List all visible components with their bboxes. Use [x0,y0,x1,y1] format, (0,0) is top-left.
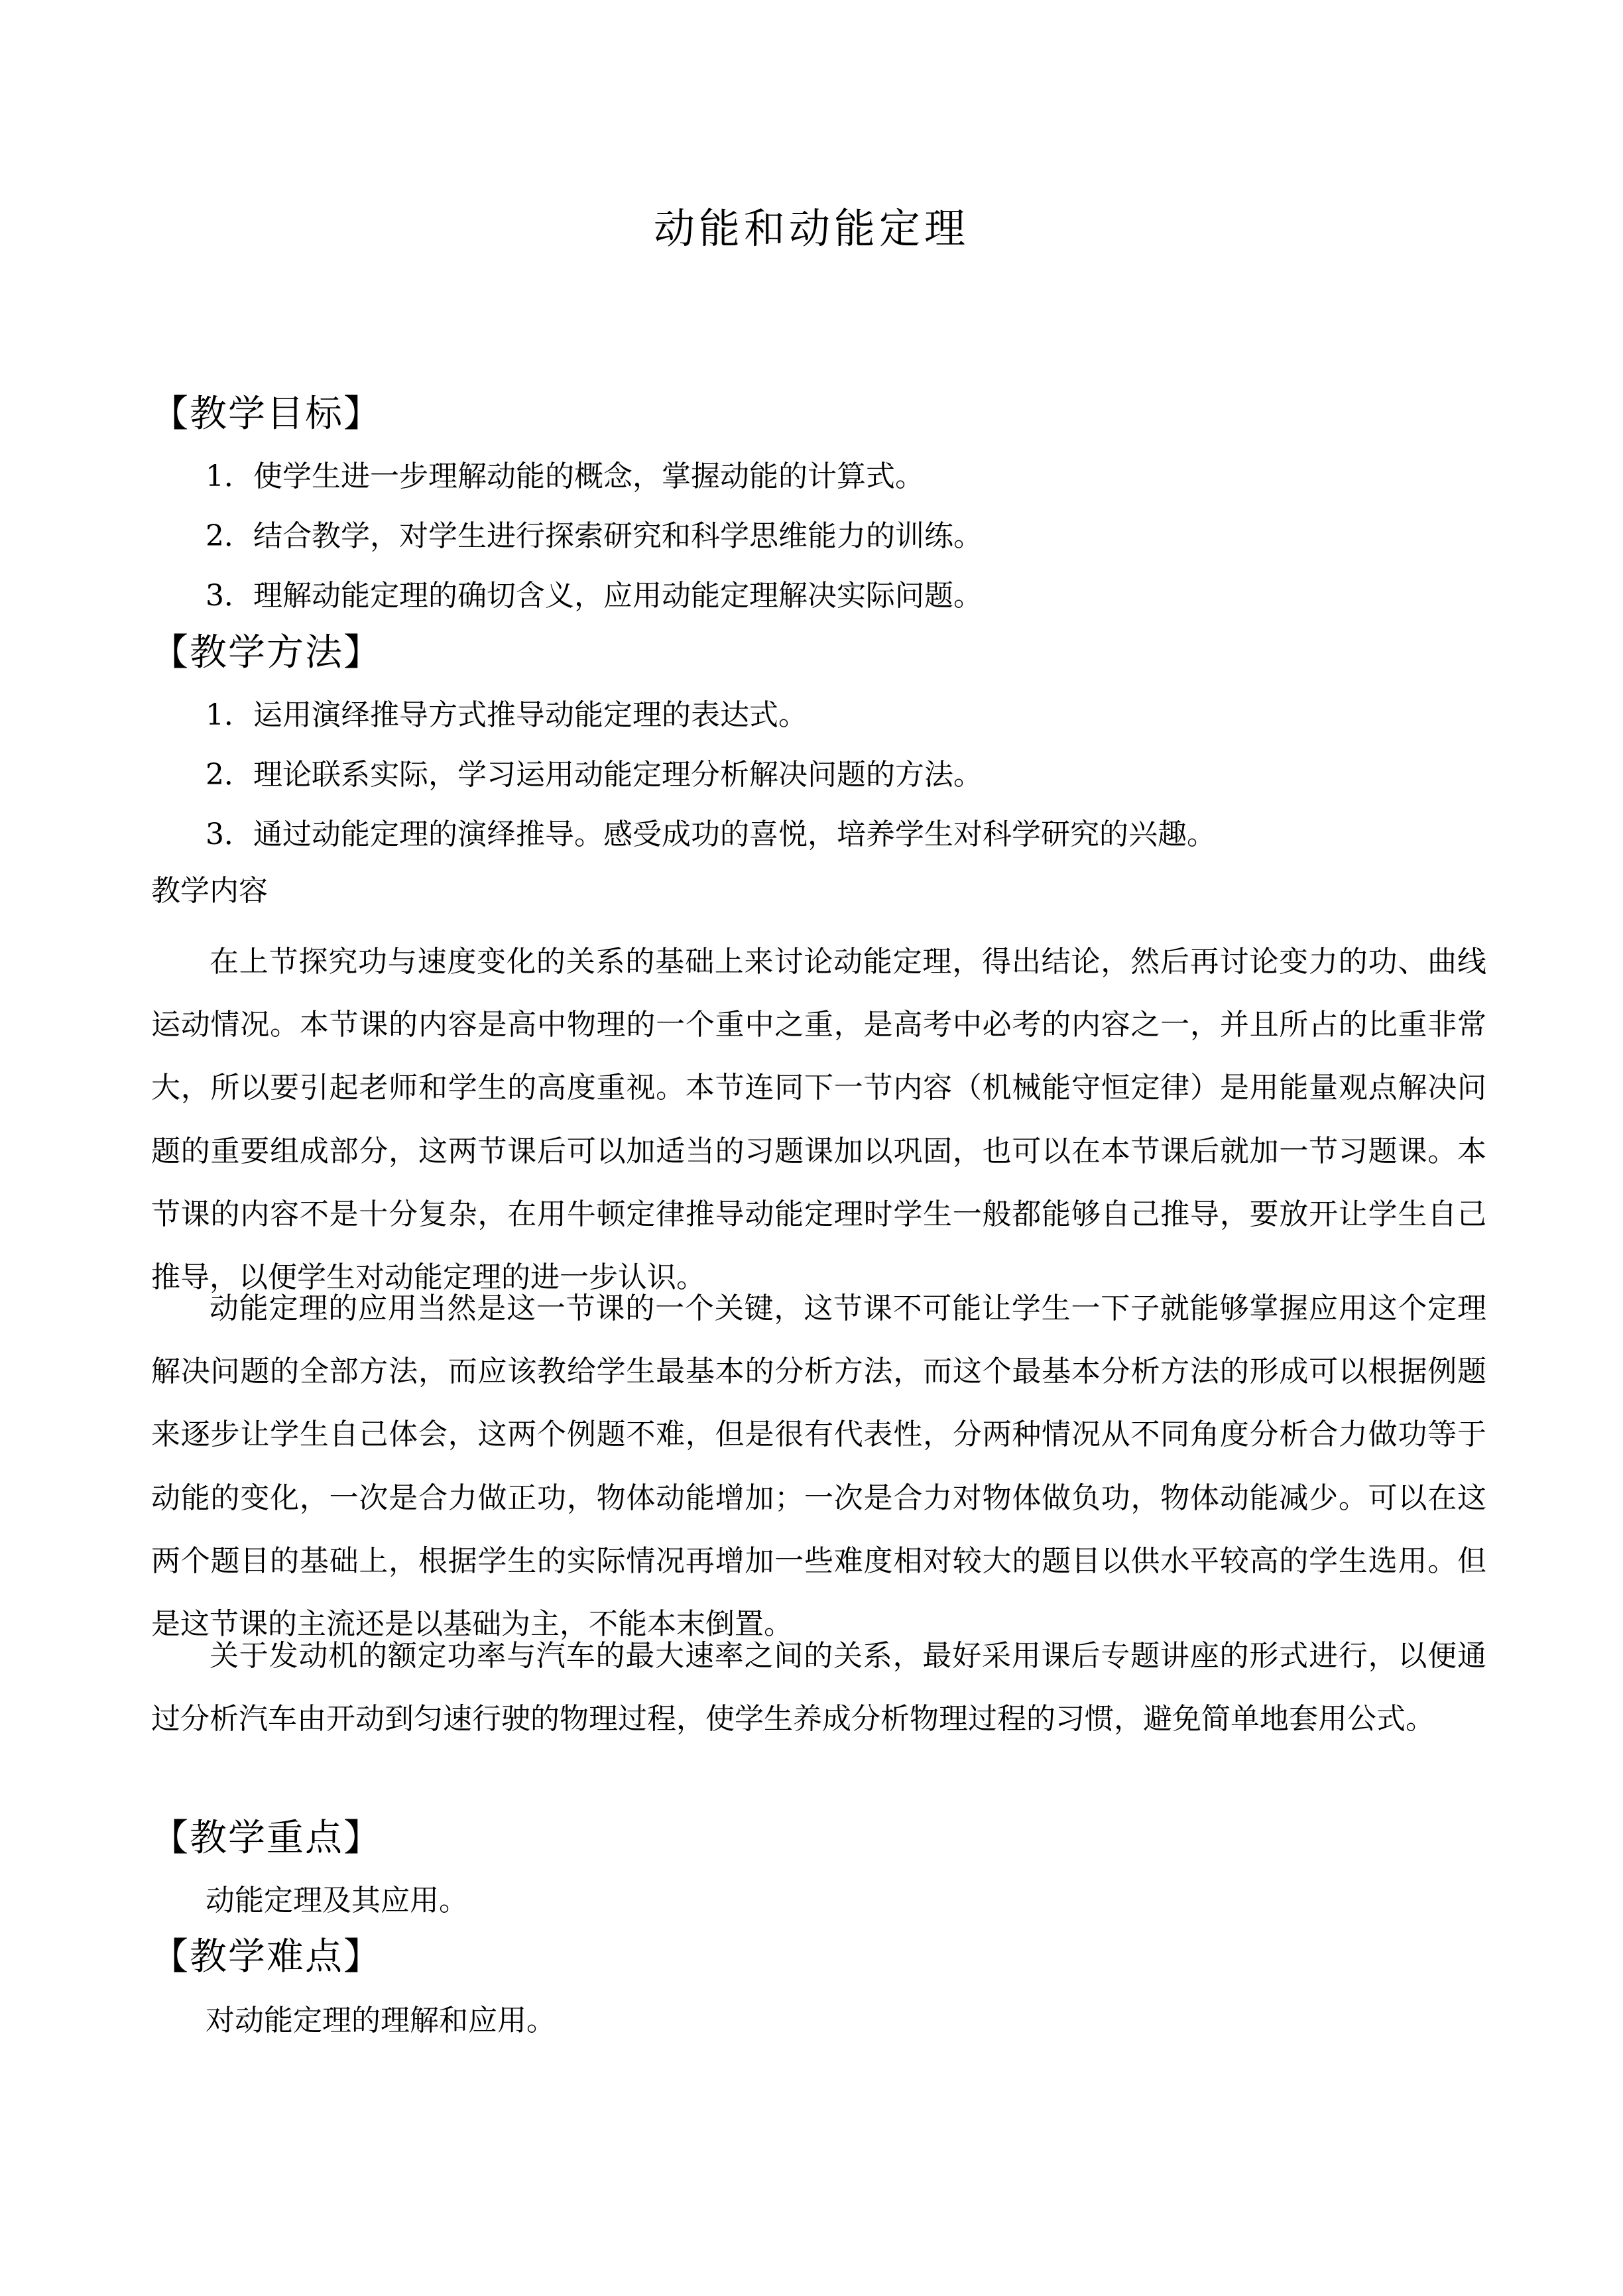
document-title: 动能和动能定理 [653,204,969,253]
objective-item-2: 2．结合教学，对学生进行探索研究和科学思维能力的训练。 [206,519,983,553]
methods-heading: 【教学方法】 [151,631,382,674]
difficulties-heading: 【教学难点】 [151,1935,382,1978]
difficulties-text: 对动能定理的理解和应用。 [206,2004,556,2037]
objectives-heading: 【教学目标】 [151,393,382,436]
method-item-1: 1．运用演绎推导方式推导动能定理的表达式。 [206,698,808,732]
method-item-2: 2．理论联系实际，学习运用动能定理分析解决问题的方法。 [206,758,983,792]
key-points-heading: 【教学重点】 [151,1817,382,1860]
content-label: 教学内容 [151,874,268,908]
objective-item-1: 1．使学生进一步理解动能的概念，掌握动能的计算式。 [206,459,924,493]
key-points-text: 动能定理及其应用。 [206,1884,468,1917]
objective-item-3: 3．理解动能定理的确切含义，应用动能定理解决实际问题。 [206,579,983,613]
content-paragraph-2: 动能定理的应用当然是这一节课的一个关键，这节课不可能让学生一下子就能够掌握应用这个定理解决问题的全部方法，而应该教给学生最基本的分析方法，而这个最基本分析方法的形成可以根据例题来逐步让学生自己体会，这两个例题不难，但是很有代表性，分两种情况从不同角度分析合力做功等于动能的变化，一次是合力做正功，物体动能增加；一次是合力对物体做负功，物体动能减少。可以在这两个题目的基础上，根据学生的实际情况再增加一些难度相对较大的题目以供水平较高的学生选用。但是这节课的主流还是以基础为主，不能本末倒置。 [151,1292,1486,1642]
method-item-3: 3．通过动能定理的演绎推导。感受成功的喜悦，培养学生对科学研究的兴趣。 [206,817,1216,851]
content-paragraph-1: 在上节探究功与速度变化的关系的基础上来讨论动能定理，得出结论，然后再讨论变力的功、曲线运动情况。本节课的内容是高中物理的一个重中之重，是高考中必考的内容之一，并且所占的比重非常大，所以要引起老师和学生的高度重视。本节连同下一节内容（机械能守恒定律）是用能量观点解决问题的重要组成部分，这两节课后可以加适当的习题课加以巩固，也可以在本节课后就加一节习题课。本节课的内容不是十分复杂，在用牛顿定律推导动能定理时学生一般都能够自己推导，要放开让学生自己推导，以便学生对动能定理的进一步认识。 [151,945,1486,1295]
content-paragraph-3: 关于发动机的额定功率与汽车的最大速率之间的关系，最好采用课后专题讲座的形式进行，以便通过分析汽车由开动到匀速行驶的物理过程，使学生养成分析物理过程的习惯，避免简单地套用公式。 [151,1639,1486,1736]
